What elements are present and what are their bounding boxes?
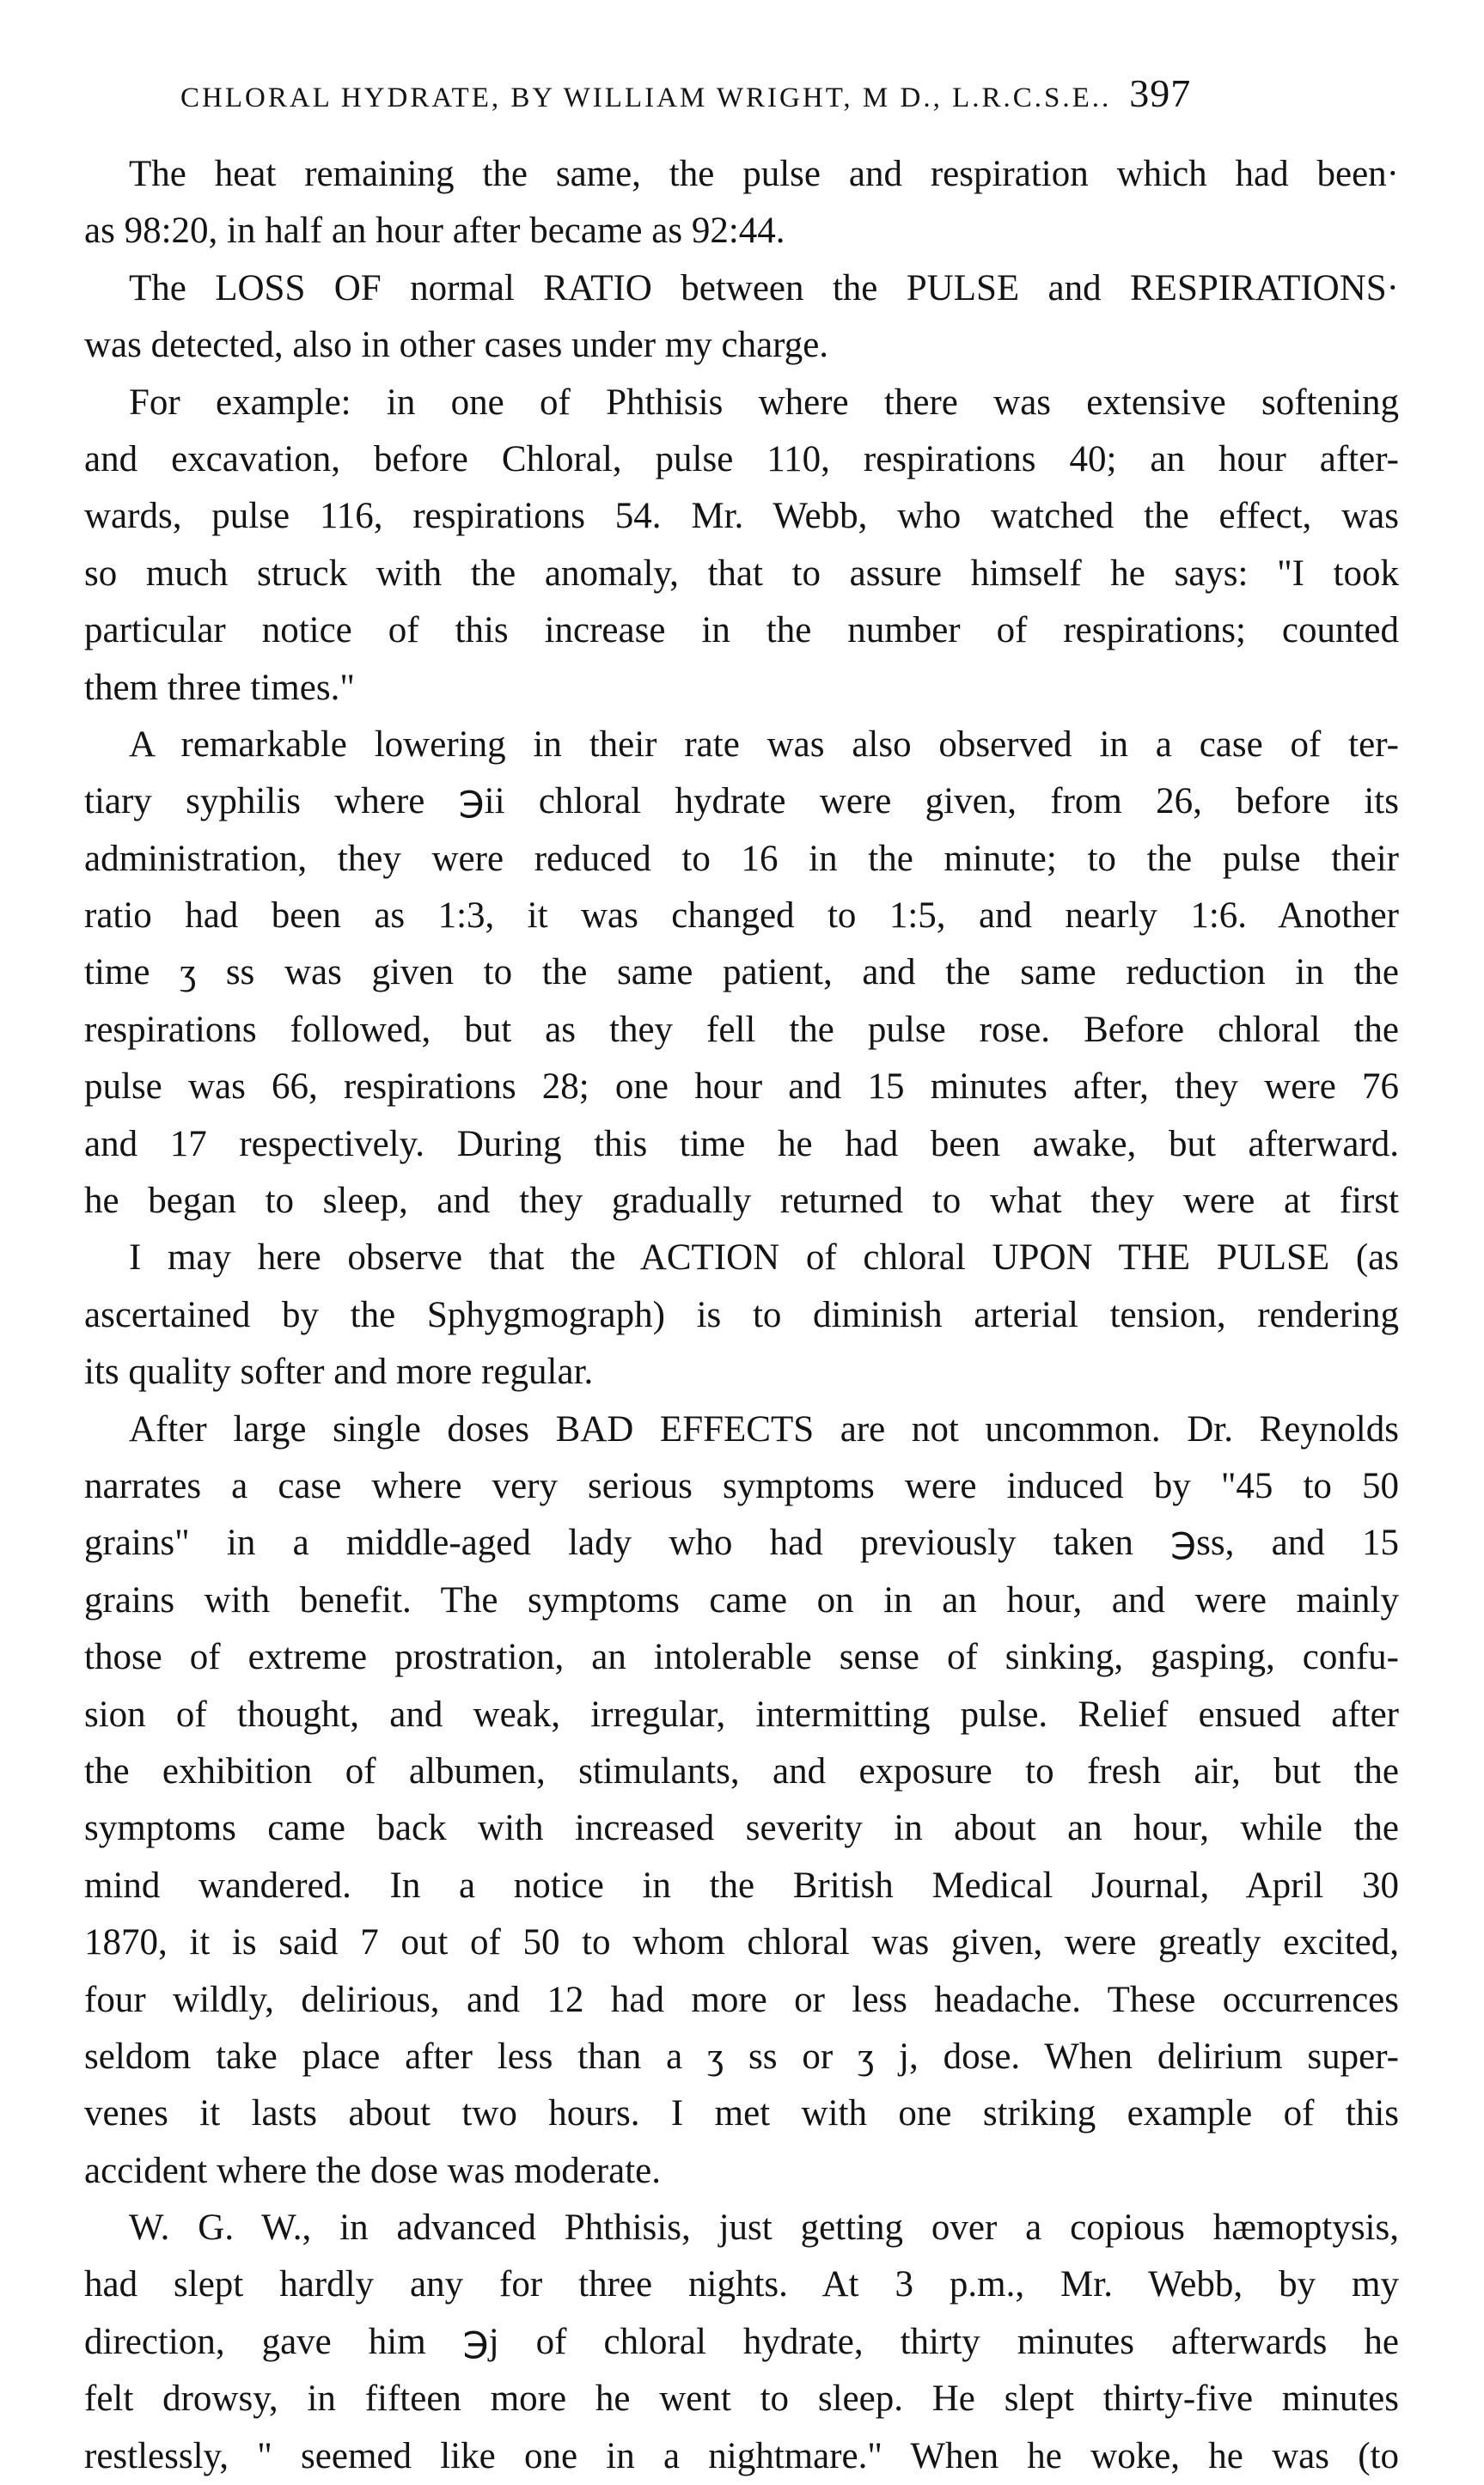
text-line: administration, they were reduced to 16 in the minute; to the pulse their bbox=[84, 838, 1399, 879]
text-line: I may here observe that the ACTION of chloral UPON THE PULSE (as bbox=[129, 1237, 1399, 1279]
text-line: so much struck with the anomaly, that to assure himself he says: "I took bbox=[84, 553, 1399, 594]
text-line: ascertained by the Sphygmograph) is to diminish arterial tension, rendering bbox=[84, 1294, 1399, 1335]
text-line: and 17 respectively. During this time he had been awake, but afterward. bbox=[84, 1123, 1399, 1164]
text-line: W. G. W., in advanced Phthisis, just getting over a copious hæmoptysis, bbox=[129, 2207, 1399, 2249]
text-line: sion of thought, and weak, irregular, intermitting pulse. Relief ensued after bbox=[84, 1694, 1399, 1735]
body-text bbox=[84, 146, 1399, 2485]
text-line: 1870, it is said 7 out of 50 to whom chloral was given, were greatly excited, bbox=[84, 1922, 1399, 1963]
text-line: felt drowsy, in fifteen more he went to sleep. He slept thirty-five minutes bbox=[84, 2378, 1399, 2420]
text-line: them three times." bbox=[84, 667, 355, 708]
text-line: grains with benefit. The symptoms came on in an hour, and were mainly bbox=[84, 1579, 1399, 1621]
text-line: mind wandered. In a notice in the British Medical Journal, April 30 bbox=[84, 1865, 1399, 1906]
text-line: The heat remaining the same, the pulse and respiration which had been· bbox=[129, 154, 1399, 194]
text-line: restlessly, " seemed like one in a nightmare." When he woke, he was (to bbox=[84, 2435, 1399, 2476]
text-line: For example: in one of Phthisis where there was extensive softening bbox=[129, 382, 1399, 423]
text-line: was detected, also in other cases under my charge. bbox=[84, 325, 829, 366]
text-line: wards, pulse 116, respirations 54. Mr. Webb, who watched the effect, was bbox=[84, 496, 1399, 537]
text-line: he began to sleep, and they gradually returned to what they were at first bbox=[84, 1181, 1399, 1222]
page-number: 397 bbox=[1129, 71, 1192, 115]
text-line: those of extreme prostration, an intolerable sense of sinking, gasping, confu- bbox=[84, 1637, 1399, 1678]
text-line: and excavation, before Chloral, pulse 110, respirations 40; an hour after- bbox=[84, 438, 1399, 479]
text-line: seldom take place after less than a ʒ ss or ʒ j, dose. When delirium super- bbox=[84, 2036, 1399, 2077]
text-line: the exhibition of albumen, stimulants, and exposure to fresh air, but the bbox=[84, 1750, 1399, 1792]
text-line: narrates a case where very serious symptoms were induced by "45 to 50 bbox=[84, 1465, 1399, 1506]
text-line: particular notice of this increase in the number of respirations; counted bbox=[84, 610, 1399, 651]
text-line: A remarkable lowering in their rate was also observed in a case of ter- bbox=[129, 724, 1399, 765]
text-line: grains" in a middle-aged lady who had previously taken ℈ss, and 15 bbox=[84, 1523, 1399, 1564]
text-line: The LOSS OF normal RATIO between the PULSE and RESPIRATIONS· bbox=[129, 267, 1399, 308]
text-line: direction, gave him ℈j of chloral hydrate, thirty minutes afterwards he bbox=[84, 2321, 1399, 2362]
text-line: venes it lasts about two hours. I met with one striking example of this bbox=[84, 2093, 1399, 2134]
text-line: tiary syphilis where ℈ii chloral hydrate were given, from 26, before its bbox=[84, 781, 1399, 822]
running-head-title: CHLORAL HYDRATE, BY WILLIAM WRIGHT, M D., L.R.C.S.E.. bbox=[180, 82, 1112, 113]
text-line: respirations followed, but as they fell the pulse rose. Before chloral the bbox=[84, 1009, 1399, 1050]
text-line: as 98:20, in half an hour after became as 92:44. bbox=[84, 211, 785, 252]
running-head bbox=[180, 70, 1401, 116]
text-line: accident where the dose was moderate. bbox=[84, 2150, 661, 2191]
text-line: symptoms came back with increased severity in about an hour, while the bbox=[84, 1808, 1399, 1849]
text-line: After large single doses BAD EFFECTS are not uncommon. Dr. Reynolds bbox=[129, 1408, 1399, 1450]
text-line: time ʒ ss was given to the same patient, and the same reduction in the bbox=[84, 952, 1399, 993]
text-line: pulse was 66, respirations 28; one hour and 15 minutes after, they were 76 bbox=[84, 1066, 1399, 1108]
text-line: its quality softer and more regular. bbox=[84, 1352, 594, 1393]
text-line: had slept hardly any for three nights. At 3 p.m., Mr. Webb, by my bbox=[84, 2264, 1399, 2305]
text-line: four wildly, delirious, and 12 had more or less headache. These occurrences bbox=[84, 1979, 1399, 2020]
text-line: ratio had been as 1:3, it was changed to 1:5, and nearly 1:6. Another bbox=[84, 895, 1399, 937]
